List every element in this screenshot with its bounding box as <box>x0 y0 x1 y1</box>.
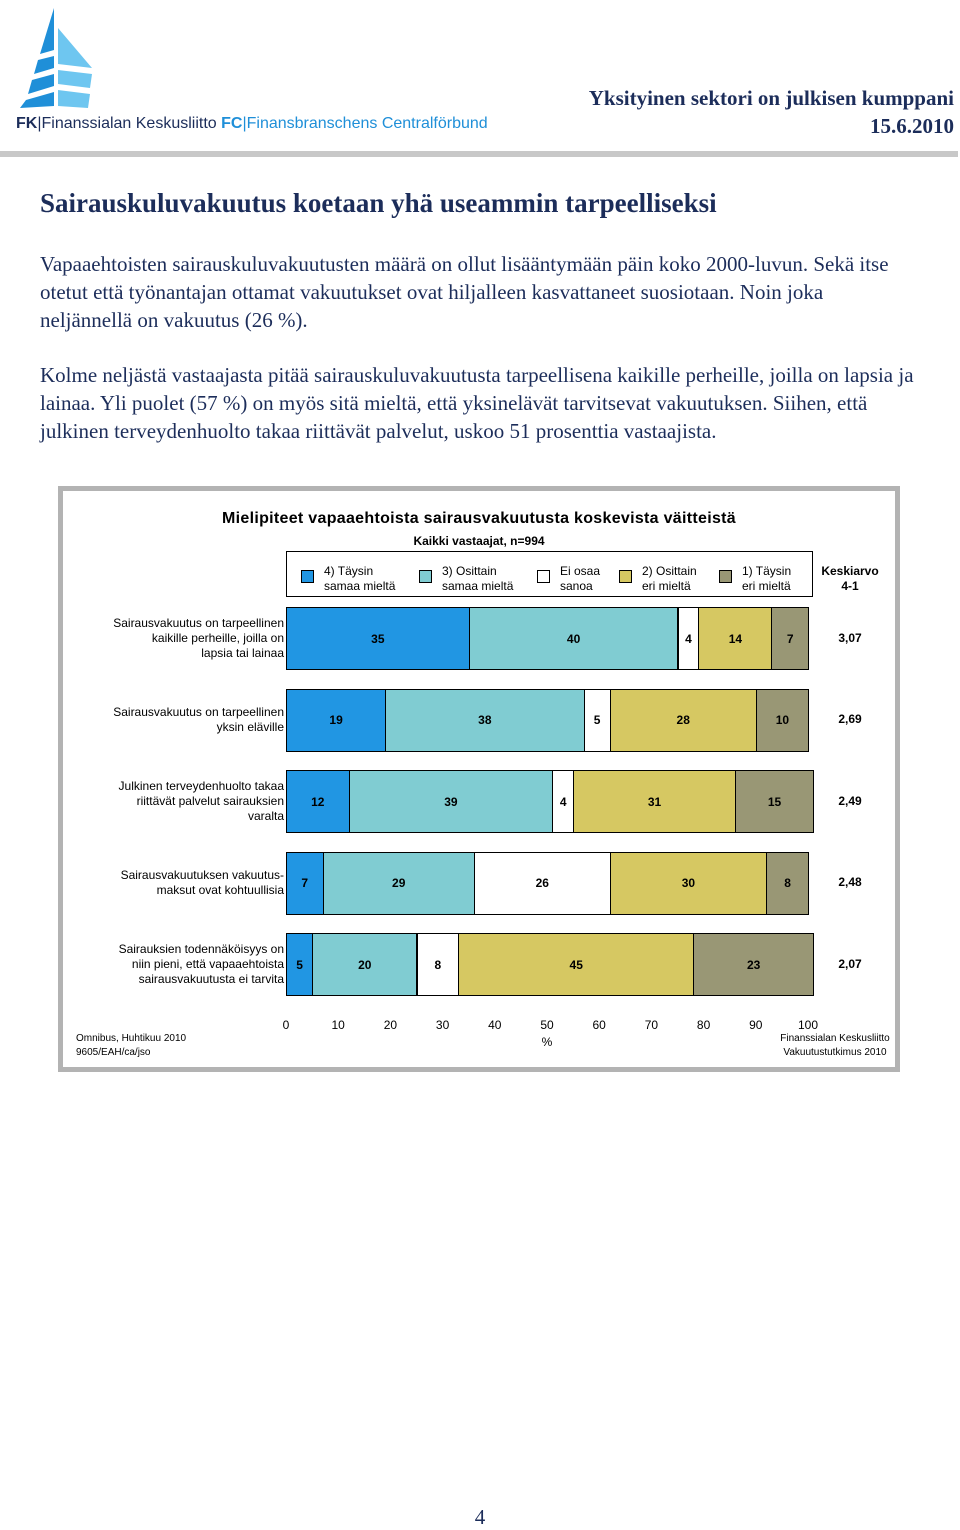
bar-segment: 15 <box>735 770 814 833</box>
bar-segment: 12 <box>286 770 350 833</box>
legend-swatch <box>719 570 732 583</box>
org-abbr-fc: FC <box>221 115 243 132</box>
category-label: Sairauksien todennäköisyys on niin pieni, että vapaaehtoista sairausvakuutusta ei tarvita <box>118 942 284 986</box>
legend-swatch <box>301 570 314 583</box>
x-tick-label: 90 <box>749 1018 763 1032</box>
bar-segment: 29 <box>323 852 475 915</box>
legend-label: 2) Osittain eri mieltä <box>642 564 697 593</box>
chart-title: Mielipiteet vapaaehtoista sairausvakuutusta koskevista väitteistä <box>222 510 736 527</box>
legend-label: 3) Osittain samaa mieltä <box>442 564 514 593</box>
x-tick-label: 60 <box>592 1018 606 1032</box>
average-value: 3,07 <box>838 630 862 645</box>
bar-segment: 8 <box>766 852 809 915</box>
category-label: Sairausvakuutuksen vakuutus- maksut ovat kohtuullisia <box>120 868 284 897</box>
fk-logo-icon <box>14 6 94 110</box>
bar-segment: 23 <box>693 933 814 996</box>
legend-label: 4) Täysin samaa mieltä <box>324 564 396 593</box>
chart-subtitle: Kaikki vastaajat, n=994 <box>413 534 545 548</box>
bar-segment: 35 <box>286 607 470 670</box>
average-value: 2,49 <box>838 793 862 808</box>
document-header <box>589 84 954 140</box>
legend-label: Ei osaa sanoa <box>560 564 601 593</box>
org-name-fi: Finanssialan Keskusliitto <box>41 115 217 132</box>
x-tick-label: 10 <box>331 1018 345 1032</box>
average-value: 2,07 <box>838 956 862 971</box>
bar-segment: 5 <box>286 933 313 996</box>
bar-segment: 26 <box>474 852 611 915</box>
x-tick-label: 0 <box>282 1018 290 1032</box>
bar-segment: 38 <box>385 689 584 752</box>
bar-segment: 10 <box>756 689 809 752</box>
legend-swatch <box>619 570 632 583</box>
x-tick-label: 100 <box>797 1018 819 1032</box>
bar-segment: 31 <box>573 770 736 833</box>
bar-segment: 4 <box>678 607 700 670</box>
org-name-sv: Finansbranschens Centralförbund <box>246 115 488 132</box>
average-value: 2,48 <box>838 875 862 889</box>
bar-segment: 5 <box>584 689 611 752</box>
bar-segment: 28 <box>610 689 757 752</box>
x-tick-label: 70 <box>644 1018 659 1032</box>
chart-legend <box>286 551 813 597</box>
paragraph-1: Vapaaehtoisten sairauskuluvakuutusten määrä on ollut lisääntymään päin koko 2000-luvun. Sekä itse otetut että työnantajan ottamat vakuutukset ovat hiljalleen kasvattaneet suosiotaan. Noin joka neljännellä on vakuutus (26 %). <box>40 252 889 332</box>
bar-segment: 19 <box>286 689 386 752</box>
x-tick-label: 50 <box>540 1018 554 1032</box>
average-value: 2,69 <box>838 712 862 726</box>
bar-segment: 45 <box>458 933 694 996</box>
bar-segment: 39 <box>349 770 554 833</box>
category-label: Sairausvakuutus on tarpeellinen yksin eläville <box>113 705 284 734</box>
bar-segment: 20 <box>312 933 417 996</box>
page-title: Sairauskuluvakuutus koetaan yhä useammin tarpeelliseksi <box>40 188 717 218</box>
average-column-header: Keskiarvo 4-1 <box>821 564 879 593</box>
legend-label: 1) Täysin eri mieltä <box>742 564 792 593</box>
category-label: Julkinen terveydenhuolto takaa riittävät palvelut sairauksien varalta <box>118 779 284 823</box>
bar-segment: 4 <box>552 770 574 833</box>
organization-name: FK|Finanssialan Keskusliitto FC|Finansbranschens Centralförbund <box>16 115 488 132</box>
page-number: 4 <box>474 1505 486 1529</box>
x-axis-label: % <box>541 1035 553 1049</box>
legend-swatch <box>419 570 432 583</box>
x-tick-label: 40 <box>488 1018 502 1032</box>
document-date: 15.6.2010 <box>870 114 954 138</box>
x-tick-label: 20 <box>383 1018 398 1032</box>
category-label: Sairausvakuutus on tarpeellinen kaikille perheille, joilla on lapsia tai lainaa <box>113 616 284 660</box>
bar-segment: 40 <box>469 607 679 670</box>
bar-segment: 14 <box>698 607 772 670</box>
document-title: Yksityinen sektori on julkisen kumppani <box>588 86 954 110</box>
bar-segment: 30 <box>610 852 768 915</box>
source-note-right: Finanssialan Keskusliitto Vakuutustutkimus 2010 <box>780 1033 890 1058</box>
bar-segment: 8 <box>417 933 460 996</box>
chart-figure <box>58 486 900 1072</box>
source-note-left: Omnibus, Huhtikuu 2010 9605/EAH/ca/jso <box>76 1033 187 1058</box>
paragraph-2: Kolme neljästä vastaajasta pitää sairauskuluvakuutusta tarpeellisena kaikille perheille, joilla on lapsia ja lainaa. Yli puolet (57 %) on myös sitä mieltä, että yksinelävät tarvitsevat vakuutuksen. Siihen, että julkinen terveydenhuolto takaa riittävät palvelut, uskoo 51 prosenttia vastaajista. <box>40 363 914 443</box>
legend-swatch <box>537 570 550 583</box>
bar-segment: 7 <box>286 852 324 915</box>
bar-segment: 7 <box>771 607 809 670</box>
x-tick-label: 80 <box>696 1018 711 1032</box>
header-divider <box>0 151 958 157</box>
org-abbr-fk: FK <box>16 115 38 132</box>
x-tick-label: 30 <box>435 1018 450 1032</box>
